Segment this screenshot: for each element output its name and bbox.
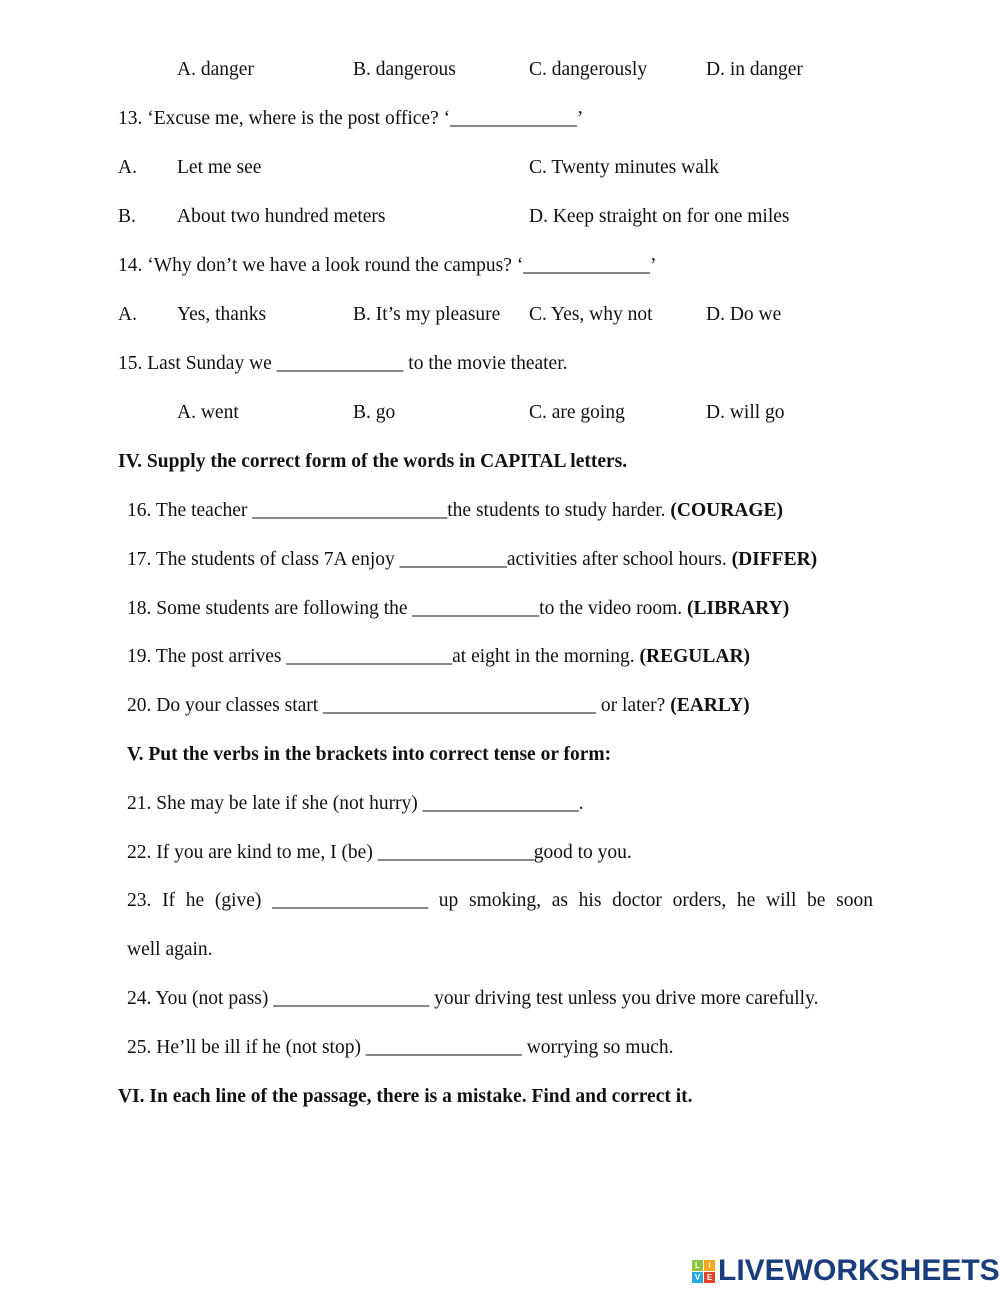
q15-option-a: A. went (177, 402, 239, 423)
q19-text: 19. The post arrives _________________at eight in the morning. (127, 646, 640, 667)
q15-option-c: C. are going (529, 402, 625, 423)
section-4-heading: IV. Supply the correct form of the words in CAPITAL letters. (118, 451, 628, 472)
q14-option-b: B. It’s my pleasure (353, 304, 501, 325)
logo-tile-l: L (692, 1260, 703, 1271)
section-6-heading: VI. In each line of the passage, there is a mistake. Find and correct it. (118, 1086, 693, 1107)
q14-option-a: Yes, thanks (177, 304, 267, 325)
q12-option-d: D. in danger (706, 59, 803, 80)
logo-text: LIVEWORKSHEETS (718, 1254, 1000, 1287)
q13-option-b: About two hundred meters (177, 206, 386, 227)
q14-option-c: C. Yes, why not (529, 304, 653, 325)
q17-text: 17. The students of class 7A enjoy ___________activities after school hours. (127, 549, 732, 570)
liveworksheets-logo (692, 1254, 1000, 1288)
q13-a-letter: A. (118, 157, 137, 178)
q17-word: (DIFFER) (731, 549, 818, 570)
q18 (127, 597, 789, 621)
q23-line1: 23. If he (give) ________________ up smoking, as his doctor orders, he will be soon (127, 890, 873, 911)
q19 (127, 645, 750, 669)
q24: 24. You (not pass) ________________ your driving test unless you drive more carefully. (127, 988, 819, 1009)
q16-text: 16. The teacher ____________________the students to study harder. (127, 500, 671, 521)
q12-option-b: B. dangerous (353, 59, 456, 80)
q13-option-c: C. Twenty minutes walk (529, 157, 720, 178)
q25: 25. He’ll be ill if he (not stop) ________________ worrying so much. (127, 1037, 674, 1058)
q16 (127, 499, 783, 523)
q14-stem: 14. ‘Why don’t we have a look round the campus? ‘_____________’ (118, 255, 657, 276)
q15-stem: 15. Last Sunday we _____________ to the movie theater. (118, 353, 568, 374)
q18-text: 18. Some students are following the _____________to the video room. (127, 598, 688, 619)
q20-text: 20. Do your classes start ____________________________ or later? (127, 695, 671, 716)
q23-line2: well again. (127, 939, 213, 960)
q17 (127, 548, 817, 572)
q16-word: (COURAGE) (670, 500, 784, 521)
q21: 21. She may be late if she (not hurry) ________________. (127, 793, 584, 814)
logo-tiles-icon (692, 1260, 715, 1283)
logo-tile-i: I (704, 1260, 715, 1271)
q20-word: (EARLY) (670, 695, 750, 716)
q15-option-d: D. will go (706, 402, 785, 423)
q18-word: (LIBRARY) (687, 598, 790, 619)
q19-word: (REGULAR) (639, 646, 751, 667)
q13-stem: 13. ‘Excuse me, where is the post office? ‘_____________’ (118, 108, 584, 129)
section-5-heading: V. Put the verbs in the brackets into correct tense or form: (127, 744, 612, 765)
q13-b-letter: B. (118, 206, 136, 227)
q13-option-d: D. Keep straight on for one miles (529, 206, 790, 227)
q13-option-a: Let me see (177, 157, 262, 178)
q12-option-a: A. danger (177, 59, 254, 80)
q20 (127, 694, 750, 718)
q14-option-d: D. Do we (706, 304, 782, 325)
q15-option-b: B. go (353, 402, 396, 423)
logo-tile-e: E (704, 1272, 715, 1283)
q12-option-c: C. dangerously (529, 59, 648, 80)
q22: 22. If you are kind to me, I (be) ________________good to you. (127, 842, 632, 863)
q14-a-letter: A. (118, 304, 137, 325)
logo-tile-v: V (692, 1272, 703, 1283)
